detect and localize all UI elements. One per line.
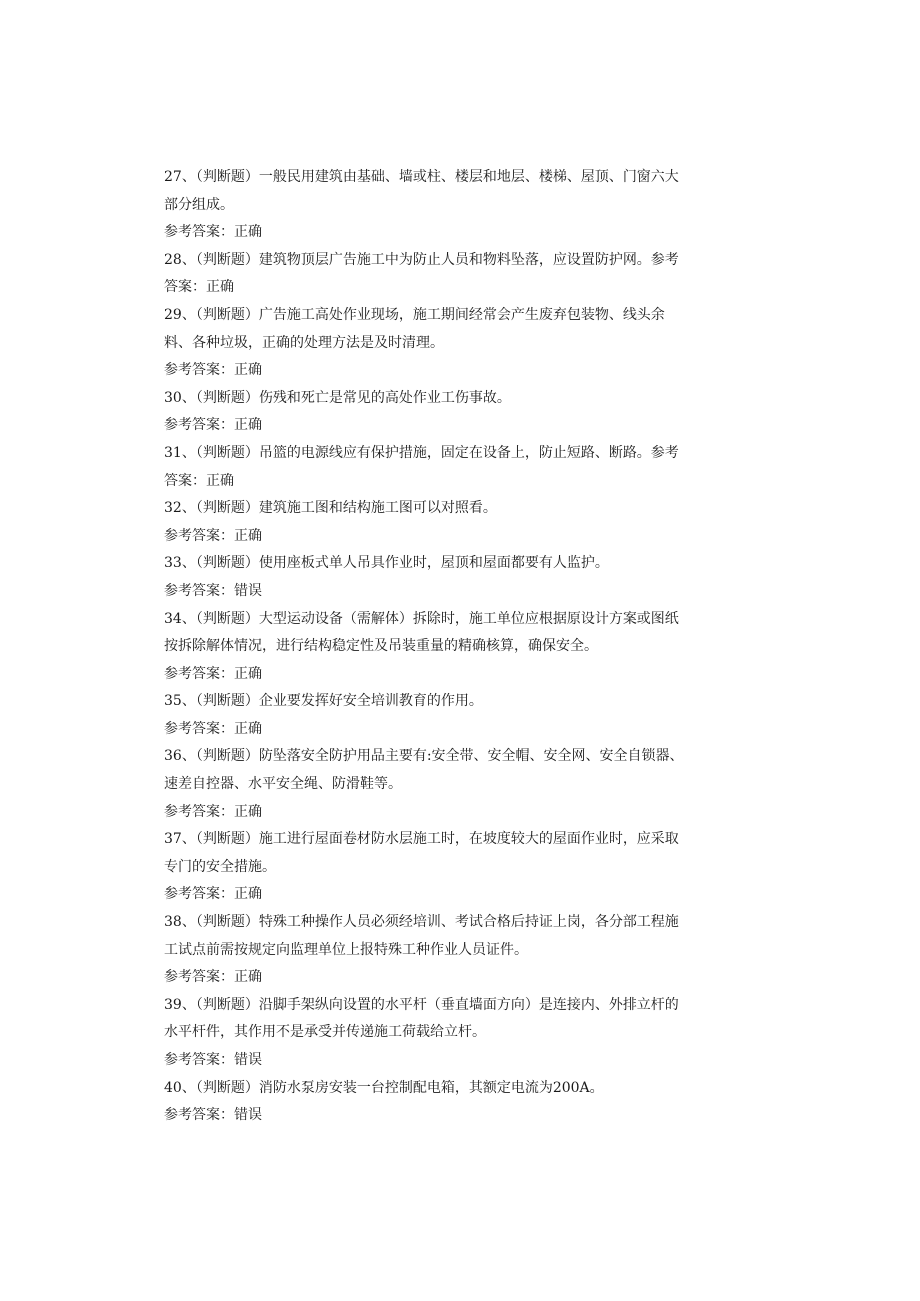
q39-line-2: 水平杆件，其作用不是承受并传递施工荷载给立杆。 <box>164 1024 486 1041</box>
q35-answer: 参考答案：正确 <box>164 720 262 737</box>
q33-answer: 参考答案：错误 <box>164 582 262 599</box>
q40-line-1: 40、（判断题）消防水泵房安装一台控制配电箱，其额定电流为200A。 <box>164 1079 604 1096</box>
q36-line-2: 速差自控器、水平安全绳、防滑鞋等。 <box>164 776 402 793</box>
q40-answer: 参考答案：错误 <box>164 1107 262 1124</box>
q32-line-1: 32、（判断题）建筑施工图和结构施工图可以对照看。 <box>164 500 497 517</box>
q29-answer: 参考答案：正确 <box>164 362 262 379</box>
document-page <box>164 164 740 1130</box>
q28-line-2: 答案：正确 <box>164 279 234 296</box>
q28-line-1: 28、（判断题）建筑物顶层广告施工中为防止人员和物料坠落，应设置防护网。参考 <box>164 251 679 268</box>
q27-line-2: 部分组成。 <box>164 196 234 213</box>
q36-line-1: 36、（判断题）防坠落安全防护用品主要有:安全带、安全帽、安全网、安全自锁器、 <box>164 748 684 765</box>
q33-line-1: 33、（判断题）使用座板式单人吊具作业时，屋顶和屋面都要有人监护。 <box>164 555 609 572</box>
q39-line-1: 39、（判断题）沿脚手架纵向设置的水平杆（垂直墙面方向）是连接内、外排立杆的 <box>164 996 679 1013</box>
q38-line-1: 38、（判断题）特殊工种操作人员必须经培训、考试合格后持证上岗，各分部工程施 <box>164 914 679 931</box>
q35-line-1: 35、（判断题）企业要发挥好安全培训教育的作用。 <box>164 693 483 710</box>
q29-line-1: 29、（判断题）广告施工高处作业现场，施工期间经常会产生废弃包装物、线头余 <box>164 306 665 323</box>
q29-line-2: 料、各种垃圾，正确的处理方法是及时清理。 <box>164 334 444 351</box>
q34-line-2: 按拆除解体情况，进行结构稳定性及吊装重量的精确核算，确保安全。 <box>164 638 598 655</box>
q38-line-2: 工试点前需按规定向监理单位上报特殊工种作业人员证件。 <box>164 941 528 958</box>
q39-answer: 参考答案：错误 <box>164 1052 262 1068</box>
q31-line-2: 答案：正确 <box>164 472 234 489</box>
q31-line-1: 31、（判断题）吊篮的电源线应有保护措施，固定在设备上，防止短路、断路。参考 <box>164 444 679 461</box>
q37-line-2: 专门的安全措施。 <box>164 858 276 875</box>
q36-answer: 参考答案：正确 <box>164 803 262 820</box>
q32-answer: 参考答案：正确 <box>164 527 262 544</box>
q37-answer: 参考答案：正确 <box>164 886 262 903</box>
q38-answer: 参考答案：正确 <box>164 969 262 986</box>
q30-line-1: 30、（判断题）伤残和死亡是常见的高处作业工伤事故。 <box>164 389 511 406</box>
q30-answer: 参考答案：正确 <box>164 417 262 434</box>
q37-line-1: 37、（判断题）施工进行屋面卷材防水层施工时，在坡度较大的屋面作业时，应采取 <box>164 831 679 848</box>
q27-line-1: 27、（判断题）一般民用建筑由基础、墙或柱、楼层和地层、楼梯、屋顶、门窗六大 <box>164 169 679 185</box>
q34-line-1: 34、（判断题）大型运动设备（需解体）拆除时，施工单位应根据原设计方案或图纸 <box>164 610 679 627</box>
q27-answer: 参考答案：正确 <box>164 224 262 241</box>
q34-answer: 参考答案：正确 <box>164 665 262 682</box>
